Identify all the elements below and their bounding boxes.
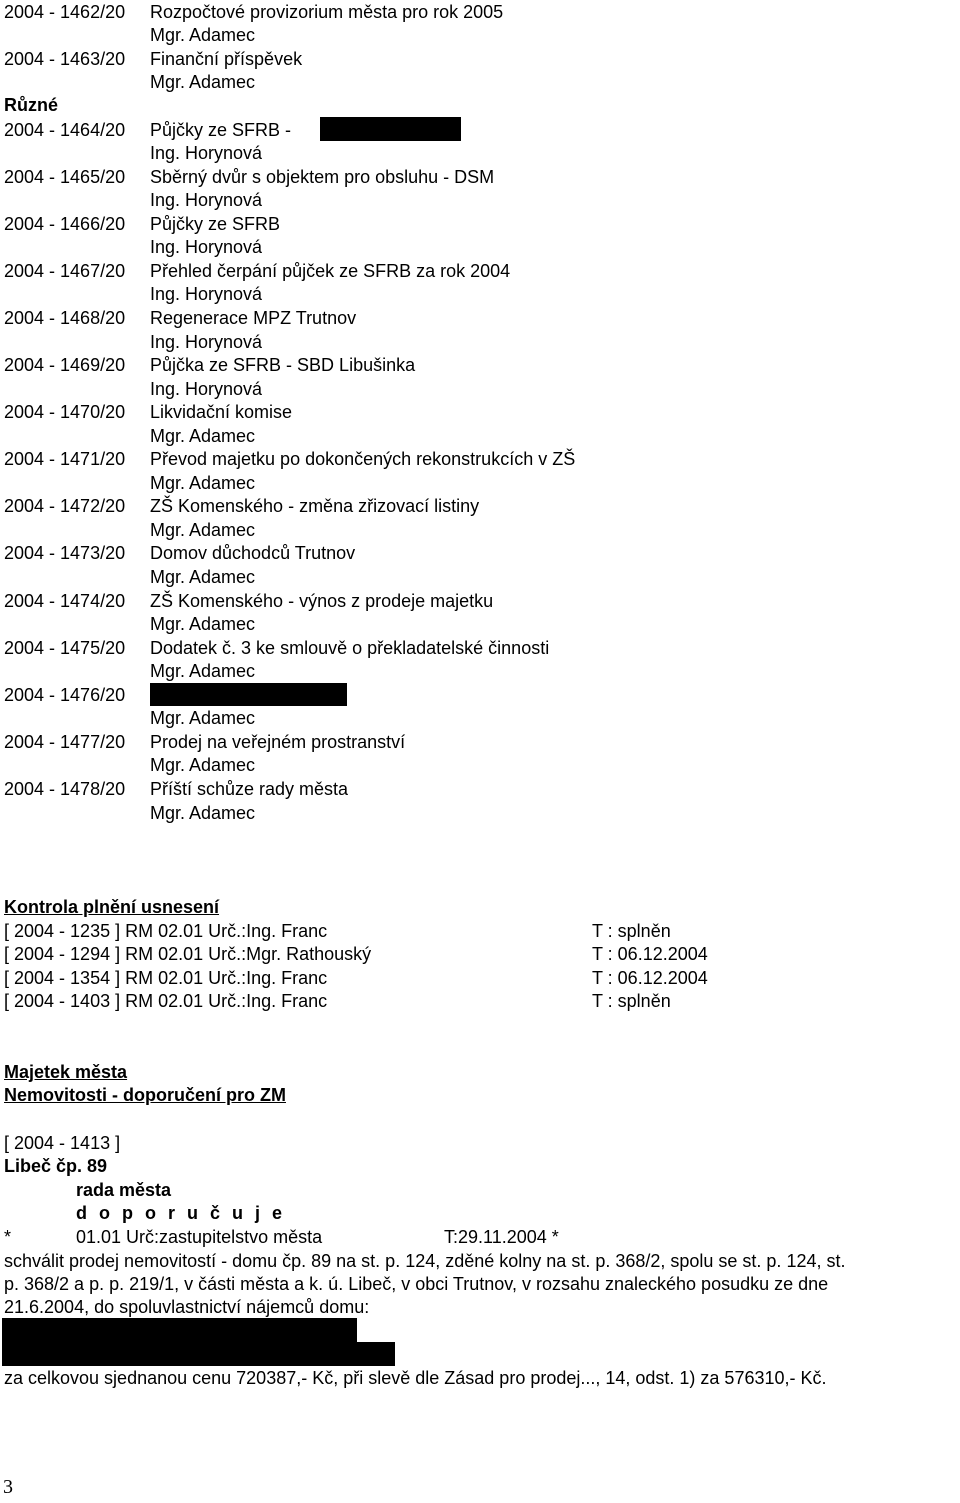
majetek-paragraph-line: za celkovou sjednanou cenu 720387,- Kč, při slevě dle Zásad pro prodej..., 14, odst. 1) za 576310,- Kč. bbox=[4, 1368, 827, 1388]
resolution-number: 2004 - 1463/20 bbox=[4, 49, 126, 69]
section-heading-ruzne: Různé bbox=[4, 95, 58, 115]
resolution-responsible: Ing. Horynová bbox=[150, 237, 263, 257]
resolution-number: 2004 - 1476/20 bbox=[4, 685, 126, 705]
resolution-title: Domov důchodců Trutnov bbox=[150, 543, 356, 563]
majetek-place: Libeč čp. 89 bbox=[4, 1156, 108, 1176]
resolution-number: 2004 - 1475/20 bbox=[4, 638, 126, 658]
resolution-title: ZŠ Komenského - výnos z prodeje majetku bbox=[150, 591, 494, 611]
resolution-title: Likvidační komise bbox=[150, 402, 293, 422]
resolution-title: Příští schůze rady města bbox=[150, 779, 349, 799]
kontrola-row-task: [ 2004 - 1235 ] RM 02.01 Urč.:Ing. Franc bbox=[4, 921, 328, 941]
majetek-term: T:29.11.2004 * bbox=[444, 1227, 559, 1247]
resolution-number: 2004 - 1467/20 bbox=[4, 261, 126, 281]
resolution-responsible: Mgr. Adamec bbox=[150, 755, 256, 775]
majetek-assignment: 01.01 Urč:zastupitelstvo města bbox=[76, 1227, 323, 1247]
resolution-title: Finanční příspěvek bbox=[150, 49, 303, 69]
kontrola-row-task: [ 2004 - 1354 ] RM 02.01 Urč.:Ing. Franc bbox=[4, 968, 328, 988]
resolution-title: Půjčky ze SFRB - bbox=[150, 120, 292, 140]
resolution-responsible: Mgr. Adamec bbox=[150, 803, 256, 823]
resolution-number: 2004 - 1466/20 bbox=[4, 214, 126, 234]
nemovitosti-heading: Nemovitosti - doporučení pro ZM bbox=[4, 1085, 286, 1105]
majetek-verb: d o p o r u č u j e bbox=[76, 1203, 286, 1223]
majetek-body: rada města bbox=[76, 1180, 172, 1200]
resolution-title: Půjčky ze SFRB bbox=[150, 214, 281, 234]
resolution-title: Regenerace MPZ Trutnov bbox=[150, 308, 357, 328]
kontrola-heading: Kontrola plnění usnesení bbox=[4, 897, 220, 917]
redaction-block bbox=[2, 1342, 395, 1366]
resolution-responsible: Ing. Horynová bbox=[150, 332, 263, 352]
resolution-number: 2004 - 1469/20 bbox=[4, 355, 126, 375]
resolution-responsible: Mgr. Adamec bbox=[150, 473, 256, 493]
majetek-heading: Majetek města bbox=[4, 1062, 128, 1082]
redaction-block bbox=[150, 683, 347, 706]
resolution-title: ZŠ Komenského - změna zřizovací listiny bbox=[150, 496, 480, 516]
kontrola-row-term: T : 06.12.2004 bbox=[592, 944, 708, 964]
resolution-responsible: Ing. Horynová bbox=[150, 379, 263, 399]
resolution-title: Rozpočtové provizorium města pro rok 2005 bbox=[150, 2, 504, 22]
resolution-number: 2004 - 1473/20 bbox=[4, 543, 126, 563]
resolution-title: Převod majetku po dokončených rekonstrukcích v ZŠ bbox=[150, 449, 576, 469]
resolution-title: Přehled čerpání půjček ze SFRB za rok 2004 bbox=[150, 261, 511, 281]
redaction-block bbox=[320, 117, 461, 141]
resolution-number: 2004 - 1471/20 bbox=[4, 449, 126, 469]
resolution-responsible: Mgr. Adamec bbox=[150, 614, 256, 634]
kontrola-row-term: T : splněn bbox=[592, 921, 671, 941]
page-number: 3 bbox=[3, 1476, 13, 1498]
resolution-title: Půjčka ze SFRB - SBD Libušinka bbox=[150, 355, 416, 375]
resolution-responsible: Mgr. Adamec bbox=[150, 25, 256, 45]
resolution-title: Prodej na veřejném prostranství bbox=[150, 732, 406, 752]
resolution-number: 2004 - 1462/20 bbox=[4, 2, 126, 22]
kontrola-row-term: T : splněn bbox=[592, 991, 671, 1011]
majetek-paragraph-line: p. 368/2 a p. p. 219/1, v části města a k. ú. Libeč, v obci Trutnov, v rozsahu znaleckého posudku ze dne bbox=[4, 1274, 829, 1294]
resolution-number: 2004 - 1474/20 bbox=[4, 591, 126, 611]
kontrola-row-task: [ 2004 - 1403 ] RM 02.01 Urč.:Ing. Franc bbox=[4, 991, 328, 1011]
resolution-title: Sběrný dvůr s objektem pro obsluhu - DSM bbox=[150, 167, 495, 187]
resolution-number: 2004 - 1468/20 bbox=[4, 308, 126, 328]
kontrola-row-term: T : 06.12.2004 bbox=[592, 968, 708, 988]
resolution-title: Dodatek č. 3 ke smlouvě o překladatelské činnosti bbox=[150, 638, 550, 658]
resolution-responsible: Mgr. Adamec bbox=[150, 661, 256, 681]
resolution-responsible: Mgr. Adamec bbox=[150, 567, 256, 587]
resolution-number: 2004 - 1464/20 bbox=[4, 120, 126, 140]
majetek-star: * bbox=[4, 1227, 12, 1247]
majetek-paragraph-line: 21.6.2004, do spoluvlastnictví nájemců domu: bbox=[4, 1297, 370, 1317]
resolution-number: 2004 - 1477/20 bbox=[4, 732, 126, 752]
resolution-responsible: Ing. Horynová bbox=[150, 284, 263, 304]
resolution-number: 2004 - 1472/20 bbox=[4, 496, 126, 516]
redaction-block bbox=[2, 1318, 357, 1342]
majetek-paragraph-line: schválit prodej nemovitostí - domu čp. 89 na st. p. 124, zděné kolny na st. p. 368/2, spolu se st. p. 124, st. bbox=[4, 1251, 846, 1271]
kontrola-row-task: [ 2004 - 1294 ] RM 02.01 Urč.:Mgr. Rathouský bbox=[4, 944, 372, 964]
resolution-responsible: Mgr. Adamec bbox=[150, 72, 256, 92]
resolution-number: 2004 - 1470/20 bbox=[4, 402, 126, 422]
resolution-responsible: Ing. Horynová bbox=[150, 190, 263, 210]
resolution-number: 2004 - 1478/20 bbox=[4, 779, 126, 799]
resolution-number: 2004 - 1465/20 bbox=[4, 167, 126, 187]
resolution-responsible: Mgr. Adamec bbox=[150, 520, 256, 540]
resolution-responsible: Mgr. Adamec bbox=[150, 426, 256, 446]
resolution-responsible: Ing. Horynová bbox=[150, 143, 263, 163]
majetek-reference: [ 2004 - 1413 ] bbox=[4, 1133, 121, 1153]
resolution-responsible: Mgr. Adamec bbox=[150, 708, 256, 728]
